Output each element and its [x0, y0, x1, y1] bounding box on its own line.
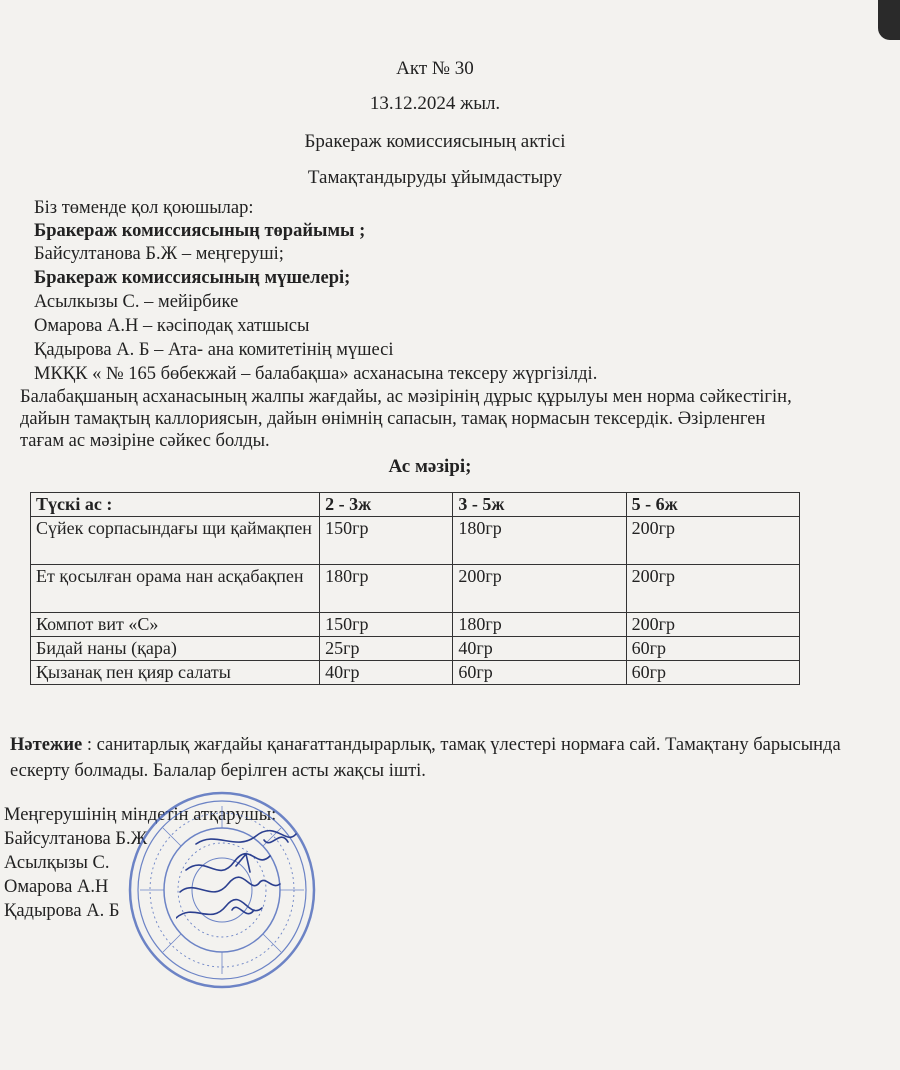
header-age-3-5: 3 - 5ж — [453, 493, 626, 517]
portion-cell: 200гр — [626, 565, 799, 613]
result-text: : санитарлық жағдайы қанағаттандырарлық, тамақ үлестері нормаға сай. Тамақтану барысында ескерту болмады. Балалар берілген асты жақсы ішті. — [10, 735, 841, 781]
signature-name-2: Асылқызы С. — [4, 853, 110, 873]
dish-name: Ет қосылған орама нан асқабақпен — [31, 565, 320, 613]
table-row — [31, 661, 800, 685]
table-row — [31, 517, 800, 565]
chair-label: Бракераж комиссиясының төрайымы ; — [34, 221, 366, 241]
dish-name: Бидай наны (қара) — [31, 637, 320, 661]
portion-cell: 200гр — [626, 517, 799, 565]
portion-cell: 25гр — [320, 637, 453, 661]
signature-name-4: Қадырова А. Б — [4, 901, 120, 921]
act-number: Акт № 30 — [396, 58, 474, 79]
photo-corner-shadow — [878, 0, 900, 40]
handwritten-signatures-icon — [176, 826, 326, 936]
signatures-heading: Меңгерушінің міндетін атқарушы: — [4, 805, 277, 825]
dish-name: Сүйек сорпасындағы щи қаймақпен — [31, 517, 320, 565]
portion-cell: 40гр — [453, 637, 626, 661]
inspection-paragraph: Балабақшаның асханасының жалпы жағдайы, ас мәзірінің дұрыс құрылуы мен норма сәйкестігін, дайын тамақтың каллориясын, дайын өнімнің сапасын, тамақ нормасын тексердік. Әзірленген тағам ас мәзіріне сәйкес болды. — [20, 387, 792, 451]
portion-cell: 150гр — [320, 517, 453, 565]
act-subject: Тамақтандыруды ұйымдастыру — [307, 167, 563, 188]
member-1: Асылкызы С. – мейірбике — [34, 292, 239, 312]
signers-label: Біз төменде қол қоюшылар: — [34, 198, 254, 218]
portion-cell: 40гр — [320, 661, 453, 685]
portion-cell: 180гр — [453, 613, 626, 637]
portion-cell: 200гр — [453, 565, 626, 613]
act-date: 13.12.2024 жыл. — [369, 93, 501, 114]
inspection-line: МКҚК « № 165 бөбекжай – балабақша» асханасына тексеру жүргізілді. — [34, 364, 598, 384]
table-header-row — [31, 493, 800, 517]
portion-cell: 60гр — [626, 661, 799, 685]
signature-name-3: Омарова А.Н — [4, 877, 109, 897]
dish-name: Қызанақ пен қияр салаты — [31, 661, 320, 685]
result-paragraph — [10, 732, 870, 784]
portion-cell: 60гр — [453, 661, 626, 685]
result-label: Нәтежие — [10, 735, 83, 755]
portion-cell: 180гр — [453, 517, 626, 565]
portion-cell: 200гр — [626, 613, 799, 637]
header-age-2-3: 2 - 3ж — [320, 493, 453, 517]
signature-name-1: Байсултанова Б.Ж — [4, 829, 148, 849]
member-2: Омарова А.Н – кәсіподақ хатшысы — [34, 316, 310, 336]
header-age-5-6: 5 - 6ж — [626, 493, 799, 517]
table-row — [31, 637, 800, 661]
member-3: Қадырова А. Б – Ата- ана комитетінің мүшесі — [34, 340, 394, 360]
table-row — [31, 565, 800, 613]
table-row — [31, 613, 800, 637]
portion-cell: 60гр — [626, 637, 799, 661]
act-title: Бракераж комиссиясының актісі — [304, 131, 566, 152]
header-meal: Түскі ас : — [31, 493, 320, 517]
members-label: Бракераж комиссиясының мүшелері; — [34, 268, 351, 288]
menu-table — [30, 492, 800, 685]
chair-name: Байсултанова Б.Ж – меңгеруші; — [34, 244, 284, 264]
menu-title: Ас мәзірі; — [388, 456, 472, 477]
portion-cell: 150гр — [320, 613, 453, 637]
dish-name: Компот вит «С» — [31, 613, 320, 637]
portion-cell: 180гр — [320, 565, 453, 613]
